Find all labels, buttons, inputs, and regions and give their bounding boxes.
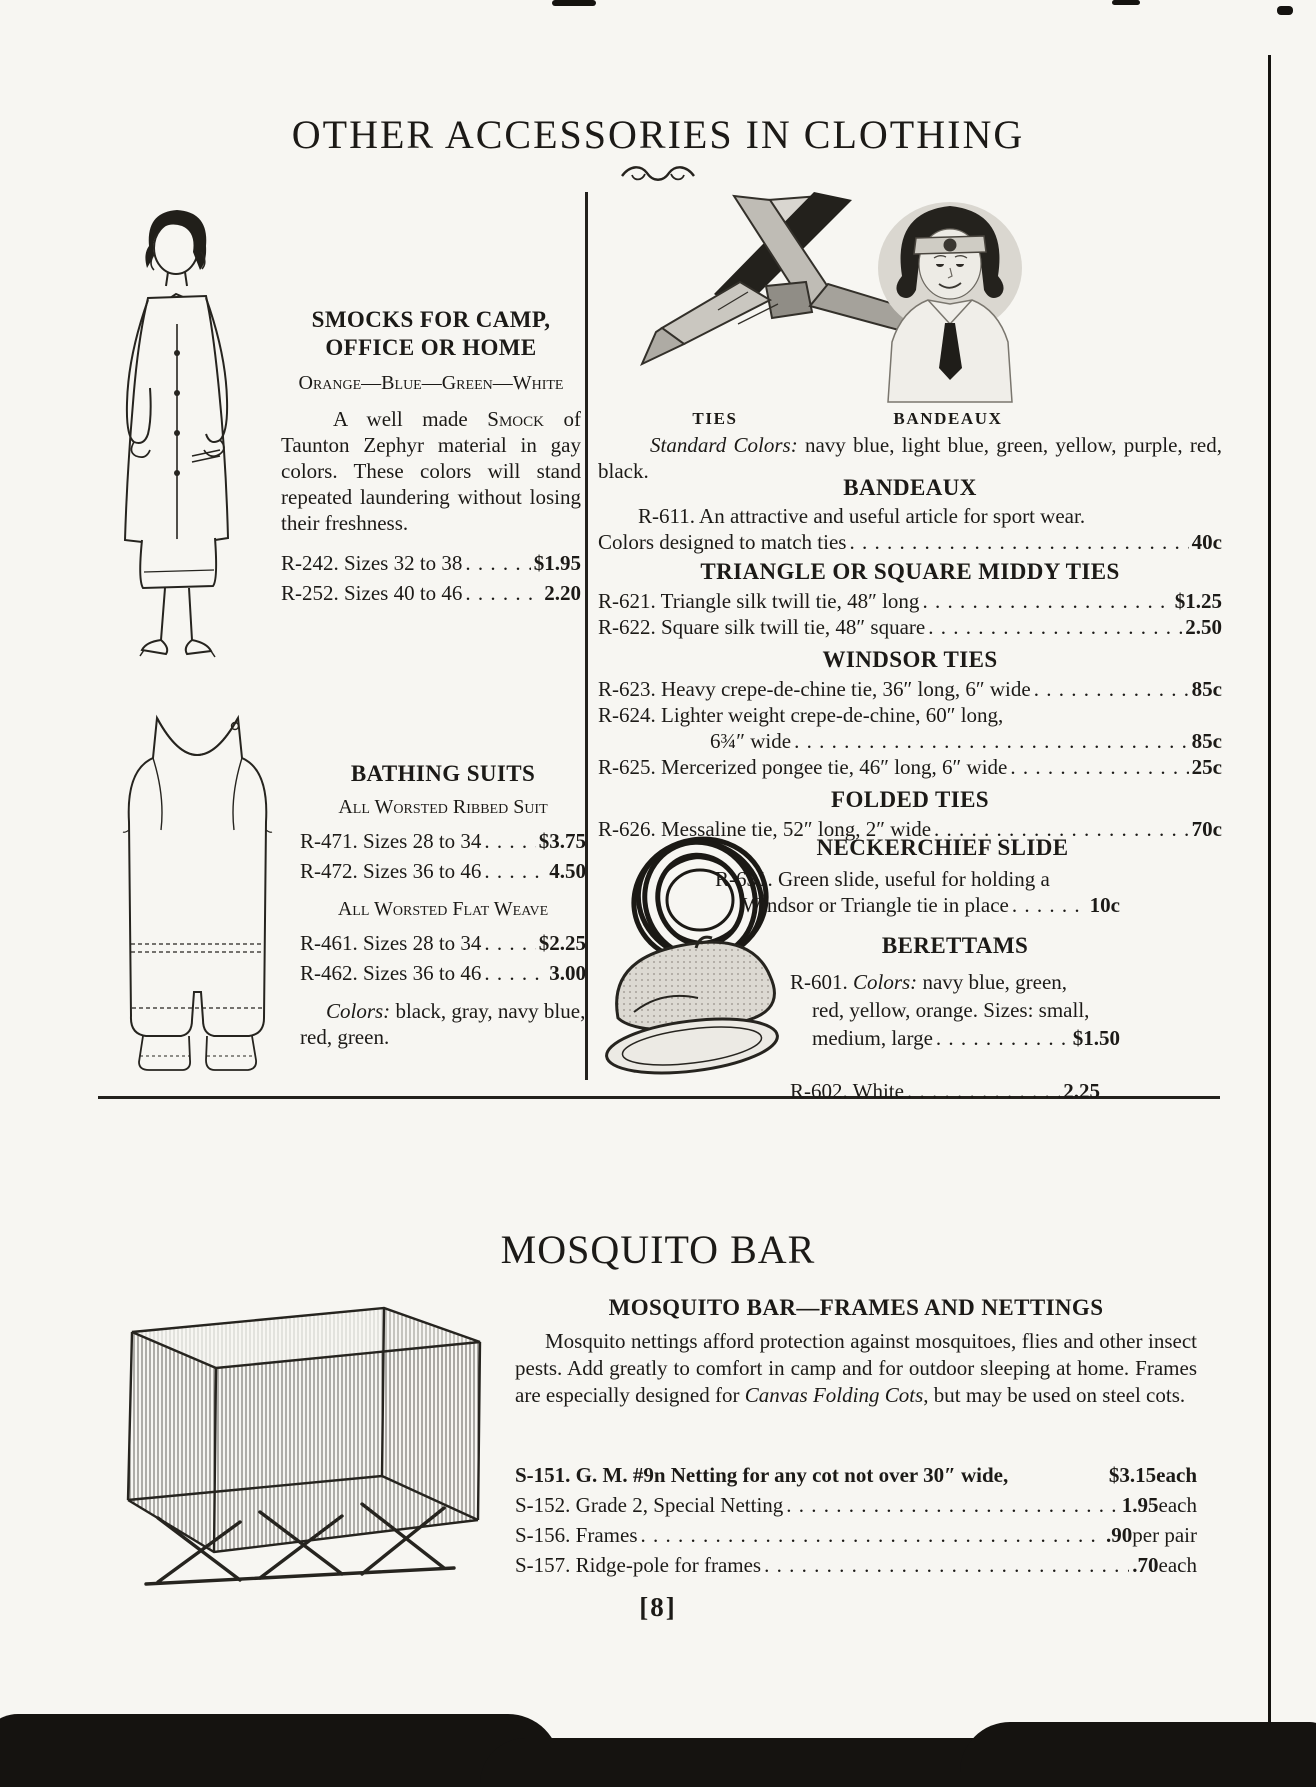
- product-row: [515, 1462, 1197, 1488]
- leader-dots: [465, 580, 541, 606]
- product-row: [790, 1024, 1120, 1052]
- mosquito-para-italic: Canvas Folding Cots: [744, 1383, 924, 1407]
- leader-dots: [465, 550, 530, 576]
- product-label: R-626. Messaline tie, 52″ long, 2″ wide: [598, 817, 932, 841]
- product-price: 1.95: [1121, 1493, 1159, 1517]
- beret-illustration: [598, 918, 796, 1086]
- product-label: 6¾″ wide: [710, 729, 792, 753]
- neckerchief-line1: R-631. Green slide, useful for holding a: [715, 867, 1050, 891]
- product-label: R-472. Sizes 36 to 46: [300, 859, 482, 883]
- leader-dots: [794, 728, 1189, 754]
- product-row: [300, 960, 586, 986]
- middy-heading: TRIANGLE OR SQUARE MIDDY TIES: [700, 559, 1120, 584]
- leader-dots: [1012, 892, 1087, 918]
- product-price: .70: [1132, 1553, 1159, 1577]
- product-unit: each: [1158, 1493, 1197, 1517]
- page-title: OTHER ACCESSORIES IN CLOTHING: [291, 112, 1025, 157]
- bathing-colors-label: Colors:: [326, 999, 391, 1023]
- leader-dots: [849, 529, 1188, 555]
- product-price: 25c: [1191, 755, 1222, 779]
- product-row: [598, 588, 1222, 614]
- leader-dots: [1034, 676, 1189, 702]
- product-label: S-152. Grade 2, Special Netting: [515, 1493, 784, 1517]
- neckerchief-heading: NECKERCHIEF SLIDE: [816, 835, 1069, 860]
- product-label: S-151. G. M. #9n Netting for any cot not over 30″ wide,: [515, 1463, 1009, 1487]
- product-price: $1.25: [1174, 589, 1222, 613]
- mosquito-paragraph: [515, 1328, 1197, 1409]
- bathing-suit-illustration: [95, 700, 300, 1080]
- mosquito-heading: MOSQUITO BAR—FRAMES AND NETTINGS: [608, 1295, 1104, 1320]
- product-price: 10c: [1089, 893, 1120, 917]
- folded-heading: FOLDED TIES: [831, 787, 989, 812]
- product-row: [598, 614, 1222, 640]
- windsor-heading: WINDSOR TIES: [822, 647, 998, 672]
- bandeaux-caption: BANDEAUX: [893, 409, 1003, 428]
- product-price: .90: [1106, 1523, 1133, 1547]
- product-price: 2.50: [1185, 615, 1222, 639]
- product-row: [515, 1522, 1197, 1548]
- smocks-heading-line1: SMOCKS FOR CAMP,: [311, 307, 551, 332]
- product-price: $1.50: [1072, 1026, 1120, 1050]
- leader-dots: [922, 588, 1171, 614]
- product-row: [515, 1552, 1197, 1578]
- leader-dots: [484, 828, 535, 854]
- leader-dots: [907, 1078, 1060, 1104]
- mosquito-para-1: Mosquito nettings afford protection against mosquitoes, flies and other insect pests. Add greatly to comfort in camp and for outdoor sleeping at home. Frames are especially designed for: [515, 1329, 1197, 1407]
- leader-dots: [1010, 754, 1188, 780]
- berettams-heading: BERETTAMS: [881, 933, 1029, 958]
- mosquito-bar-illustration: [88, 1280, 500, 1612]
- product-price: 70c: [1191, 817, 1222, 841]
- windsor-line2: R-624. Lighter weight crepe-de-chine, 60″ long,: [598, 703, 1004, 727]
- smocks-desc-pre: A well made: [333, 407, 488, 431]
- product-unit: per pair: [1132, 1523, 1197, 1547]
- product-label: R-625. Mercerized pongee tie, 46″ long, 6″ wide: [598, 755, 1008, 779]
- product-row: [598, 728, 1222, 754]
- bathing-heading: BATHING SUITS: [350, 761, 536, 786]
- product-row: [515, 1492, 1197, 1518]
- product-row: [281, 550, 581, 576]
- berettams-r601-block: [790, 968, 1120, 1052]
- product-unit: each: [1156, 1463, 1197, 1487]
- product-label: R-252. Sizes 40 to 46: [281, 581, 463, 605]
- product-label: Windsor or Triangle tie in place: [742, 893, 1009, 917]
- product-row: [300, 858, 586, 884]
- leader-dots: [484, 960, 546, 986]
- product-row: [300, 930, 586, 956]
- product-label: R-602. White: [790, 1079, 904, 1103]
- leader-dots: [936, 1024, 1070, 1052]
- scan-speck: [552, 0, 596, 6]
- scan-speck: [1112, 0, 1140, 5]
- bathing-suits-section: [300, 760, 586, 1050]
- product-price: $1.95: [533, 551, 581, 575]
- scan-bottom-blob: [0, 1714, 560, 1787]
- product-label: R-462. Sizes 36 to 46: [300, 961, 482, 985]
- mosquito-para-2: , but may be used on steel cots.: [923, 1383, 1186, 1407]
- product-row: [790, 1078, 1100, 1104]
- product-price: 40c: [1191, 530, 1222, 554]
- r601-line2: red, yellow, orange. Sizes: small,: [812, 998, 1090, 1022]
- mosquito-big-heading: MOSQUITO BAR: [500, 1227, 816, 1272]
- bandeaux-heading: BANDEAUX: [843, 475, 977, 500]
- leader-dots: [764, 1552, 1129, 1578]
- product-row: [742, 892, 1120, 918]
- scan-bottom-blob: [960, 1722, 1316, 1787]
- ties-caption: TIES: [692, 409, 738, 428]
- leader-dots: [786, 1492, 1119, 1518]
- smocks-section: [281, 306, 581, 606]
- smocks-desc-smock: Smock: [487, 407, 544, 431]
- leader-dots: [484, 858, 546, 884]
- product-price: 2.20: [544, 581, 581, 605]
- smocks-description: [281, 406, 581, 536]
- product-row: [598, 754, 1222, 780]
- leader-dots: [641, 1522, 1104, 1548]
- product-label: R-622. Square silk twill tie, 48″ square: [598, 615, 926, 639]
- product-price: $3.75: [538, 829, 586, 853]
- bandeaux-portrait: [862, 190, 1037, 405]
- product-label: R-471. Sizes 28 to 34: [300, 829, 482, 853]
- r601-rest: navy blue, green,: [917, 970, 1068, 994]
- woman-smock-illustration: [80, 188, 275, 693]
- r601-colors-label: Colors:: [853, 970, 918, 994]
- smocks-colors-line: Orange—Blue—Green—White: [298, 372, 564, 394]
- bathing-sub-flat: All Worsted Flat Weave: [337, 898, 549, 920]
- product-label: medium, large: [812, 1026, 933, 1050]
- bathing-colors-note: [300, 998, 586, 1050]
- product-row: [598, 529, 1222, 555]
- standard-colors-text: navy blue, light blue, green, yellow, purple, red, black.: [598, 433, 1222, 483]
- product-price: 2.25: [1063, 1079, 1100, 1103]
- product-price: $3.15: [1108, 1463, 1157, 1487]
- product-label: S-157. Ridge-pole for frames: [515, 1553, 762, 1577]
- leader-dots: [928, 614, 1182, 640]
- leader-dots: [484, 930, 535, 956]
- product-price: 85c: [1191, 677, 1222, 701]
- bathing-colors-text: black, gray, navy blue, red, green.: [300, 999, 586, 1049]
- product-unit: each: [1158, 1553, 1197, 1577]
- product-row: [300, 828, 586, 854]
- product-label: S-156. Frames: [515, 1523, 638, 1547]
- bathing-sub-ribbed: All Worsted Ribbed Suit: [338, 796, 548, 818]
- product-row: [598, 676, 1222, 702]
- smocks-heading-line2: OFFICE OR HOME: [325, 335, 537, 360]
- r601-line1: [790, 968, 1120, 996]
- scan-bottom-blob: [480, 1738, 1040, 1787]
- r601-prefix: R-601.: [790, 970, 853, 994]
- product-row: [281, 580, 581, 606]
- product-label: R-461. Sizes 28 to 34: [300, 931, 482, 955]
- standard-colors-label: Standard Colors:: [650, 433, 798, 457]
- bandeaux-line1-text: R-611. An attractive and useful article for sport wear.: [638, 504, 1086, 528]
- product-label: R-621. Triangle silk twill tie, 48″ long: [598, 589, 920, 613]
- product-price: 4.50: [549, 859, 586, 883]
- product-price: 3.00: [549, 961, 586, 985]
- smocks-desc-post: of Taunton Zephyr material in gay colors. These colors will stand repeated laundering without losing their freshness.: [281, 407, 582, 535]
- product-price: 85c: [1191, 729, 1222, 753]
- product-label: Colors designed to match ties: [598, 530, 847, 554]
- product-price: $2.25: [538, 931, 586, 955]
- scan-edge-line: [1268, 55, 1271, 1735]
- bandeaux-line1: [598, 503, 1222, 529]
- product-label: R-242. Sizes 32 to 38: [281, 551, 463, 575]
- title-ornament-icon: [618, 163, 698, 187]
- scan-speck: [1277, 6, 1293, 15]
- page-number: [8]: [639, 1592, 677, 1622]
- product-label: R-623. Heavy crepe-de-chine tie, 36″ long, 6″ wide: [598, 677, 1031, 701]
